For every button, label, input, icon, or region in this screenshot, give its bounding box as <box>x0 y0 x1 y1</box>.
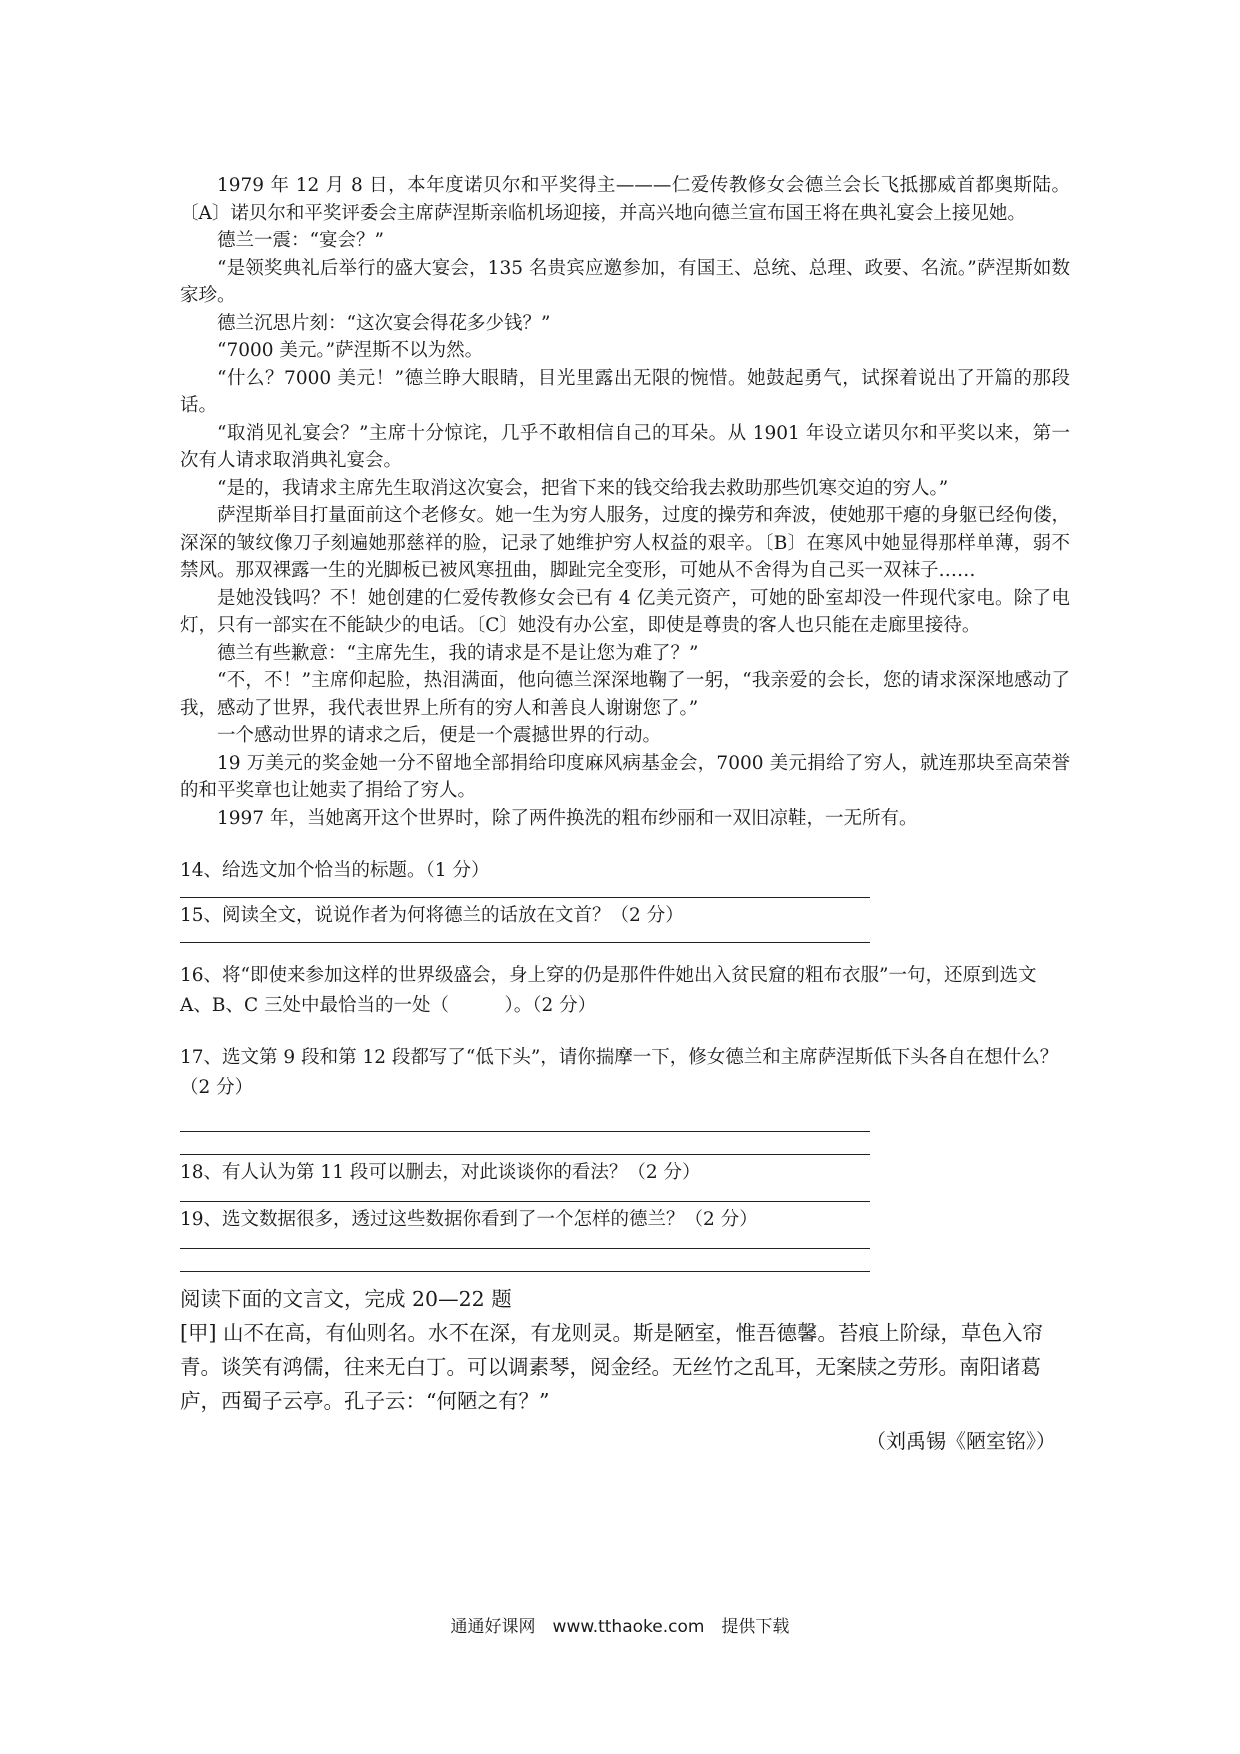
question-17: 17、选文第 9 段和第 12 段都写了“低下头”，请你揣摩一下，修女德兰和主席萨涅斯低下头各自在想什么？（2 分） <box>180 1047 1059 1098</box>
answer-line-14[interactable] <box>180 897 870 898</box>
question-15: 15、阅读全文，说说作者为何将德兰的话放在文首？（2 分） <box>180 905 684 926</box>
paragraph-11: 德兰有些歉意：“主席先生，我的请求是不是让您为难了？” <box>217 642 699 664</box>
classical-text: [甲] 山不在高，有仙则名。水不在深，有龙则灵。斯是陋室，惟吾德馨。苔痕上阶绿，草色入帘青。谈笑有鸿儒，往来无白丁。可以调素琴，阅金经。无丝竹之乱耳，无案牍之劳形。南阳诸葛庐，西蜀子云亭。孔子云：“何陋之有？” <box>180 1321 1044 1413</box>
paragraph-9: 萨涅斯举目打量面前这个老修女。她一生为穷人服务，过度的操劳和奔波，使她那干瘪的身躯已经佝偻，深深的皱纹像刀子刻遍她那慈祥的脸，记录了她维护穷人权益的艰辛。〔B〕在寒风中她显得那样单薄，弱不禁风。那双裸露一生的光脚板已被风寒扭曲，脚趾完全变形，可她从不舍得为自己买一双袜子…… <box>180 505 1070 581</box>
answer-line-18[interactable] <box>180 1201 870 1202</box>
paragraph-6: “什么？7000 美元！”德兰睁大眼睛，目光里露出无限的惋惜。她鼓起勇气，试探着说出了开篇的那段话。 <box>180 367 1070 416</box>
paragraph-13: 一个感动世界的请求之后，便是一个震撼世界的行动。 <box>217 725 662 746</box>
question-16: 16、将“即使来参加这样的世界级盛会，身上穿的仍是那件件她出入贫民窟的粗布衣服”一句，还原到选文 A、B、C 三处中最恰当的一处（ ）。（2 分） <box>180 965 1037 1016</box>
paragraph-10: 是她没钱吗？不！她创建的仁爱传教修女会已有 4 亿美元资产，可她的卧室却没一件现代家电。除了电灯，只有一部实在不能缺少的电话。〔C〕她没有办公室，即使是尊贵的客人也只能在走廊里接待。 <box>180 587 1070 636</box>
answer-line-17b[interactable] <box>180 1154 870 1155</box>
question-18: 18、有人认为第 11 段可以删去，对此谈谈你的看法？（2 分） <box>180 1162 701 1183</box>
paragraph-14: 19 万美元的奖金她一分不留地全部捐给印度麻风病基金会，7000 美元捐给了穷人，就连那块至高荣誉的和平奖章也让她卖了捐给了穷人。 <box>180 752 1070 801</box>
question-14: 14、给选文加个恰当的标题。（1 分） <box>180 860 490 881</box>
paragraph-1: 1979 年 12 月 8 日，本年度诺贝尔和平奖得主———仁爱传教修女会德兰会长飞抵挪威首都奥斯陆。〔A〕诺贝尔和平奖评委会主席萨涅斯亲临机场迎接，并高兴地向德兰宣布国王将在典礼宴会上接见她。 <box>180 175 1070 224</box>
paragraph-8: “是的，我请求主席先生取消这次宴会，把省下来的钱交给我去救助那些饥寒交迫的穷人。” <box>217 477 949 499</box>
classical-instruction: 阅读下面的文言文，完成 20—22 题 <box>180 1287 512 1311</box>
paragraph-7: “取消见礼宴会？”主席十分惊诧，几乎不敢相信自己的耳朵。从 1901 年设立诺贝尔和平奖以来，第一次有人请求取消典礼宴会。 <box>180 422 1070 471</box>
classical-source: （刘禹锡《陋室铭》） <box>866 1429 1056 1453</box>
question-19: 19、选文数据很多，透过这些数据你看到了一个怎样的德兰？（2 分） <box>180 1209 758 1230</box>
page-footer: 通通好课网 www.tthaoke.com 提供下载 <box>450 1617 790 1637</box>
reading-passage <box>180 172 1070 1458</box>
paragraph-12: “不，不！”主席仰起脸，热泪满面，他向德兰深深地鞠了一躬，“我亲爱的会长，您的请求深深地感动了我，感动了世界，我代表世界上所有的穷人和善良人谢谢您了。” <box>180 670 1070 719</box>
paragraph-3: “是领奖典礼后举行的盛大宴会，135 名贵宾应邀参加，有国王、总统、总理、政要、名流。”萨涅斯如数家珍。 <box>180 257 1070 306</box>
paragraph-15: 1997 年，当她离开这个世界时，除了两件换洗的粗布纱丽和一双旧凉鞋，一无所有。 <box>217 807 918 829</box>
paragraph-2: 德兰一震：“宴会？” <box>217 230 384 251</box>
paragraph-5: “7000 美元。”萨涅斯不以为然。 <box>217 340 484 361</box>
paragraph-4: 德兰沉思片刻：“这次宴会得花多少钱？” <box>217 312 551 334</box>
